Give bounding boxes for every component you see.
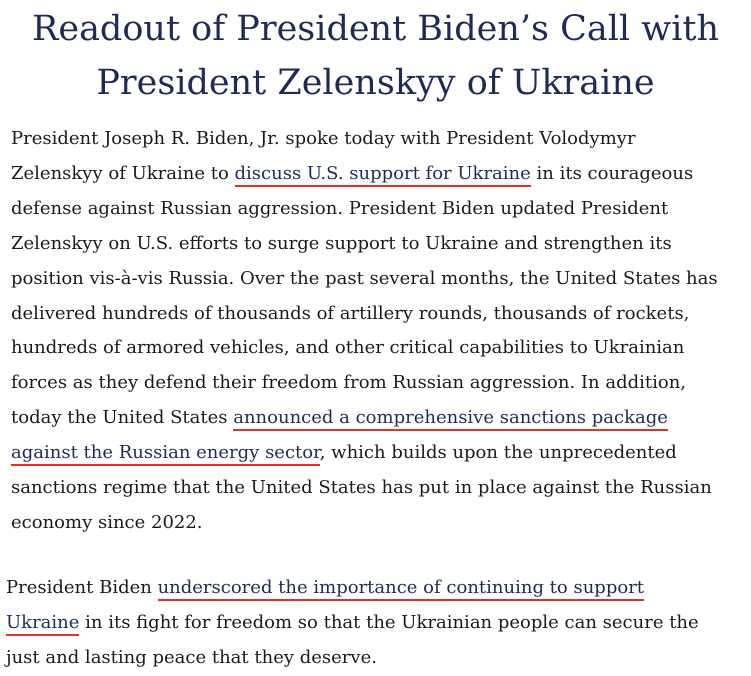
title-line-1: Readout of President Biden’s Call with (32, 9, 719, 49)
paragraph-text: just and lasting peace that they deserve. (6, 646, 377, 668)
paragraph-text: President Biden (6, 577, 158, 598)
paragraph-text: today the United States (11, 407, 234, 429)
link-discuss-us-support[interactable]: discuss U.S. support for Ukraine (235, 163, 531, 187)
readout-paragraph-2 (6, 571, 746, 676)
paragraph-text: Zelenskyy of Ukraine to (11, 162, 235, 184)
paragraph-text: delivered hundreds of thousands of artillery rounds, thousands of rockets, (11, 302, 690, 324)
paragraph-text: Zelenskyy on U.S. efforts to surge support to Ukraine and strengthen its (11, 232, 672, 254)
paragraph-text: hundreds of armored vehicles, and other critical capabilities to Ukrainian (11, 337, 685, 359)
readout-paragraph-1 (11, 122, 746, 541)
paragraph-text: forces as they defend their freedom from Russian aggression. In addition, (11, 372, 687, 394)
paragraph-text: sanctions regime that the United States has put in place against the Russian (11, 477, 712, 499)
paragraph-text: in its fight for freedom so that the Ukrainian people can secure the (79, 611, 699, 633)
paragraph-text: economy since 2022. (11, 511, 203, 533)
paragraph-text: position vis-à-vis Russia. Over the past several months, the United States has (11, 267, 718, 289)
title-line-2: President Zelenskyy of Ukraine (96, 63, 655, 103)
paragraph-text: in its courageous (530, 162, 694, 184)
page-title (0, 2, 751, 110)
link-underscored-importance-continued[interactable]: Ukraine (6, 612, 79, 636)
paragraph-text: President Joseph R. Biden, Jr. spoke today with President Volodymyr (11, 128, 636, 149)
link-underscored-importance[interactable]: underscored the importance of continuing to support (158, 577, 644, 601)
paragraph-text: defense against Russian aggression. President Biden updated President (11, 197, 669, 219)
link-sanctions-package[interactable]: announced a comprehensive sanctions package (233, 407, 668, 431)
paragraph-text: , which builds upon the unprecedented (319, 442, 677, 464)
link-sanctions-package-continued[interactable]: against the Russian energy sector (11, 442, 320, 466)
